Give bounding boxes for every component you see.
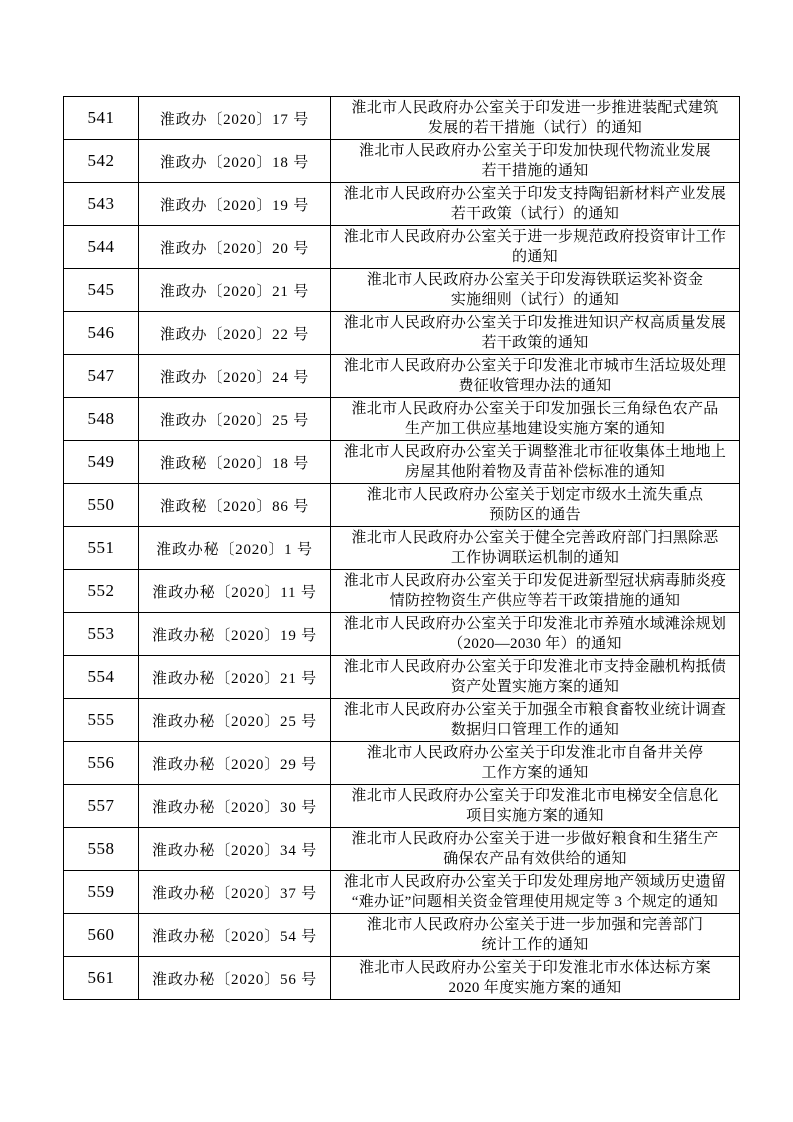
doc-number-cell: 淮政办秘〔2020〕54 号 [139, 914, 331, 957]
row-number-cell: 549 [64, 441, 139, 484]
table-row [64, 656, 740, 699]
doc-title-line: 淮北市人民政府办公室关于印发支持陶铝新材料产业发展 [343, 186, 727, 202]
doc-title-line: 淮北市人民政府办公室关于印发淮北市电梯安全信息化 [351, 788, 719, 804]
table-body [64, 97, 740, 1000]
doc-number-cell: 淮政办秘〔2020〕37 号 [139, 871, 331, 914]
row-number-cell: 557 [64, 785, 139, 828]
doc-number-cell: 淮政办秘〔2020〕19 号 [139, 613, 331, 656]
doc-title-cell [331, 312, 740, 355]
doc-title-line: 淮北市人民政府办公室关于印发淮北市养殖水域滩涂规划 [343, 616, 727, 632]
table-row [64, 785, 740, 828]
doc-title-line: 淮北市人民政府办公室关于划定市级水土流失重点 [366, 487, 704, 503]
doc-number-cell: 淮政办〔2020〕24 号 [139, 355, 331, 398]
table-row [64, 312, 740, 355]
doc-number-cell: 淮政办〔2020〕21 号 [139, 269, 331, 312]
doc-title-line: 情防控物资生产供应等若干政策措施的通知 [389, 593, 681, 609]
row-number-cell: 551 [64, 527, 139, 570]
doc-number-cell: 淮政办秘〔2020〕30 号 [139, 785, 331, 828]
doc-title-line: 淮北市人民政府办公室关于印发淮北市自备井关停 [366, 745, 704, 761]
doc-title-cell [331, 742, 740, 785]
doc-title-line: 淮北市人民政府办公室关于印发淮北市支持金融机构抵债 [343, 659, 727, 675]
row-number-cell: 558 [64, 828, 139, 871]
doc-title-line: “难办证”问题相关资金管理使用规定等 3 个规定的通知 [351, 894, 719, 910]
doc-title-cell [331, 140, 740, 183]
doc-number-cell: 淮政办〔2020〕20 号 [139, 226, 331, 269]
doc-number-cell: 淮政办秘〔2020〕29 号 [139, 742, 331, 785]
doc-title-line: 实施细则（试行）的通知 [450, 292, 620, 308]
doc-title-cell [331, 226, 740, 269]
document-index-table [63, 96, 740, 1000]
row-number-cell: 547 [64, 355, 139, 398]
doc-title-line: 淮北市人民政府办公室关于印发加强长三角绿色农产品 [351, 401, 719, 417]
doc-title-line: 项目实施方案的通知 [466, 808, 604, 824]
doc-title-line: 统计工作的通知 [481, 937, 589, 953]
doc-title-cell [331, 269, 740, 312]
doc-title-cell [331, 613, 740, 656]
doc-number-cell: 淮政办秘〔2020〕34 号 [139, 828, 331, 871]
doc-title-line: 淮北市人民政府办公室关于进一步做好粮食和生猪生产 [351, 831, 719, 847]
row-number-cell: 544 [64, 226, 139, 269]
row-number-cell: 550 [64, 484, 139, 527]
doc-title-line: 淮北市人民政府办公室关于加强全市粮食畜牧业统计调查 [343, 702, 727, 718]
table-row [64, 355, 740, 398]
doc-title-line: 数据归口管理工作的通知 [450, 722, 620, 738]
table-row [64, 484, 740, 527]
doc-title-line: 淮北市人民政府办公室关于调整淮北市征收集体土地地上 [343, 444, 727, 460]
table-row [64, 570, 740, 613]
table-row [64, 871, 740, 914]
row-number-cell: 561 [64, 957, 139, 1000]
doc-title-cell [331, 699, 740, 742]
row-number-cell: 545 [64, 269, 139, 312]
doc-number-cell: 淮政办〔2020〕18 号 [139, 140, 331, 183]
doc-title-cell [331, 871, 740, 914]
doc-title-cell [331, 570, 740, 613]
row-number-cell: 546 [64, 312, 139, 355]
row-number-cell: 543 [64, 183, 139, 226]
table-row [64, 914, 740, 957]
row-number-cell: 542 [64, 140, 139, 183]
doc-number-cell: 淮政办〔2020〕25 号 [139, 398, 331, 441]
doc-title-line: 淮北市人民政府办公室关于印发促进新型冠状病毒肺炎疫 [343, 573, 727, 589]
row-number-cell: 560 [64, 914, 139, 957]
table-row [64, 613, 740, 656]
table-row [64, 742, 740, 785]
table-row [64, 97, 740, 140]
doc-title-line: 若干政策的通知 [481, 335, 589, 351]
doc-number-cell: 淮政办秘〔2020〕11 号 [139, 570, 331, 613]
row-number-cell: 559 [64, 871, 139, 914]
doc-title-line: 淮北市人民政府办公室关于印发进一步推进装配式建筑 [351, 100, 719, 116]
doc-number-cell: 淮政办秘〔2020〕56 号 [139, 957, 331, 1000]
table-row [64, 183, 740, 226]
doc-title-line: 淮北市人民政府办公室关于进一步规范政府投资审计工作 [343, 229, 727, 245]
table-row [64, 226, 740, 269]
doc-title-line: 预防区的通告 [489, 507, 581, 523]
doc-title-cell [331, 785, 740, 828]
doc-number-cell: 淮政办秘〔2020〕21 号 [139, 656, 331, 699]
doc-number-cell: 淮政办秘〔2020〕25 号 [139, 699, 331, 742]
table-row [64, 828, 740, 871]
doc-number-cell: 淮政办〔2020〕22 号 [139, 312, 331, 355]
row-number-cell: 555 [64, 699, 139, 742]
row-number-cell: 553 [64, 613, 139, 656]
table-row [64, 441, 740, 484]
row-number-cell: 552 [64, 570, 139, 613]
table-row [64, 527, 740, 570]
doc-title-line: 工作方案的通知 [481, 765, 589, 781]
doc-title-line: 资产处置实施方案的通知 [450, 679, 620, 695]
doc-title-line: 淮北市人民政府办公室关于健全完善政府部门扫黑除恶 [351, 530, 719, 546]
doc-title-line: 淮北市人民政府办公室关于进一步加强和完善部门 [366, 917, 704, 933]
doc-title-line: 费征收管理办法的通知 [458, 378, 612, 394]
row-number-cell: 548 [64, 398, 139, 441]
doc-title-line: 淮北市人民政府办公室关于印发处理房地产领域历史遗留 [343, 874, 727, 890]
doc-title-line: 若干措施的通知 [481, 163, 589, 179]
doc-title-line: 淮北市人民政府办公室关于印发淮北市水体达标方案 [359, 960, 711, 976]
doc-title-line: 淮北市人民政府办公室关于印发海铁联运奖补资金 [366, 272, 704, 288]
row-number-cell: 556 [64, 742, 139, 785]
doc-title-line: 淮北市人民政府办公室关于印发加快现代物流业发展 [359, 143, 711, 159]
doc-title-cell [331, 527, 740, 570]
table-row [64, 699, 740, 742]
doc-title-cell [331, 355, 740, 398]
doc-title-line: （2020—2030 年）的通知 [448, 636, 622, 652]
doc-title-line: 2020 年度实施方案的通知 [448, 980, 622, 996]
doc-title-line: 工作协调联运机制的通知 [450, 550, 620, 566]
doc-title-line: 淮北市人民政府办公室关于印发推进知识产权高质量发展 [343, 315, 727, 331]
table-row [64, 398, 740, 441]
doc-number-cell: 淮政秘〔2020〕86 号 [139, 484, 331, 527]
doc-title-line: 发展的若干措施（试行）的通知 [427, 120, 643, 136]
table-row [64, 140, 740, 183]
table-row [64, 269, 740, 312]
doc-title-line: 房屋其他附着物及青苗补偿标准的通知 [404, 464, 666, 480]
table-row [64, 957, 740, 1000]
doc-title-cell [331, 484, 740, 527]
doc-number-cell: 淮政办秘〔2020〕1 号 [139, 527, 331, 570]
doc-number-cell: 淮政办〔2020〕17 号 [139, 97, 331, 140]
doc-title-line: 淮北市人民政府办公室关于印发淮北市城市生活垃圾处理 [343, 358, 727, 374]
row-number-cell: 554 [64, 656, 139, 699]
doc-title-cell [331, 828, 740, 871]
doc-title-line: 生产加工供应基地建设实施方案的通知 [404, 421, 666, 437]
doc-title-cell [331, 183, 740, 226]
doc-title-line: 的通知 [512, 249, 558, 265]
doc-title-cell [331, 97, 740, 140]
doc-number-cell: 淮政办〔2020〕19 号 [139, 183, 331, 226]
doc-title-cell [331, 656, 740, 699]
doc-title-cell [331, 398, 740, 441]
doc-title-line: 若干政策（试行）的通知 [450, 206, 620, 222]
doc-number-cell: 淮政秘〔2020〕18 号 [139, 441, 331, 484]
doc-title-cell [331, 441, 740, 484]
row-number-cell: 541 [64, 97, 139, 140]
doc-title-line: 确保农产品有效供给的通知 [443, 851, 627, 867]
doc-title-cell [331, 914, 740, 957]
doc-title-cell [331, 957, 740, 1000]
